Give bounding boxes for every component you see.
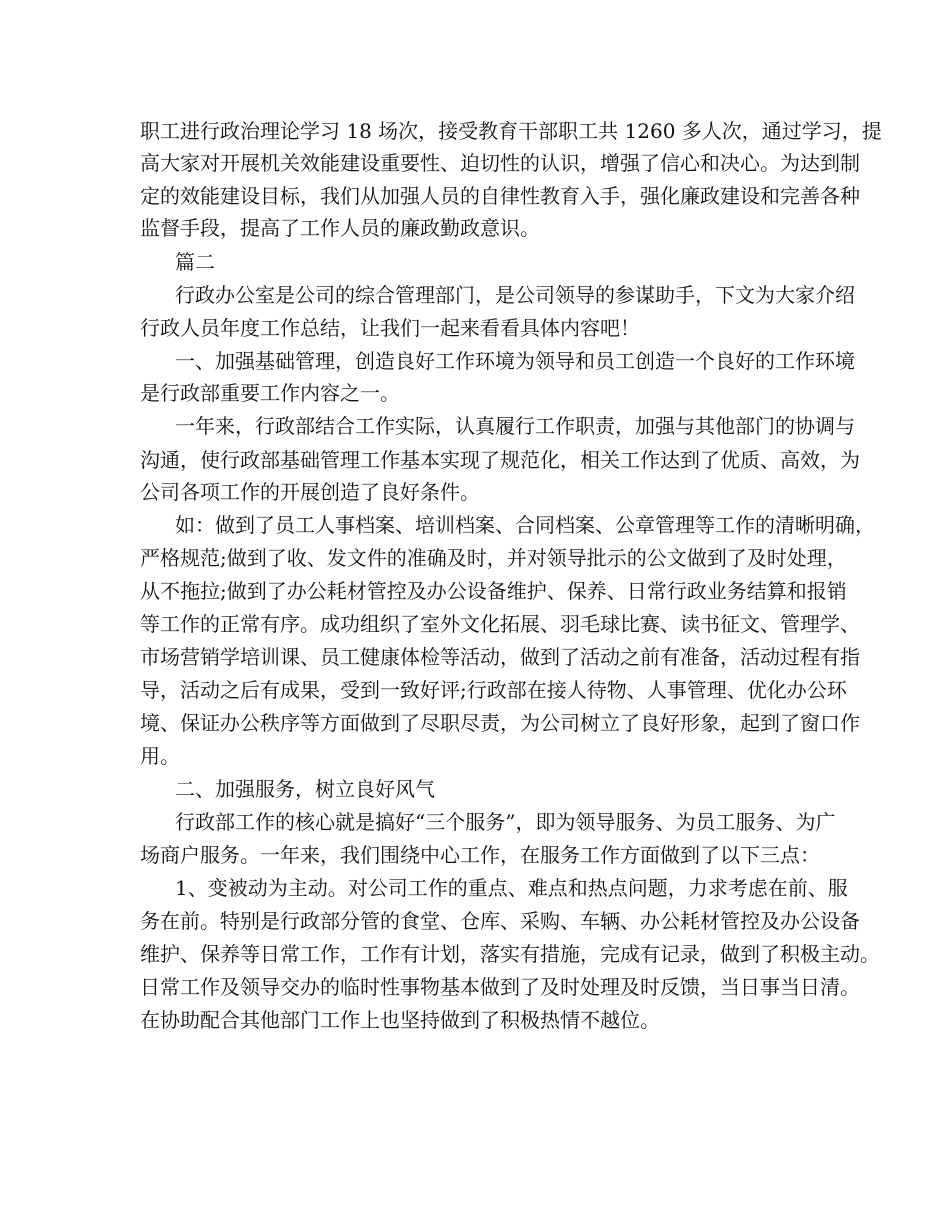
section-heading: 篇二 [175,250,215,274]
body-text-line: 等工作的正常有序。成功组织了室外文化拓展、羽毛球比赛、读书征文、管理学、 [140,612,860,636]
body-text-line: 日常工作及领导交办的临时性事物基本做到了及时处理及时反馈，当日事当日清。 [140,975,860,999]
body-text-line: 公司各项工作的开展创造了良好条件。 [140,480,480,504]
body-text-line: 在协助配合其他部门工作上也坚持做到了积极热情不越位。 [140,1008,660,1032]
body-text-line: 务在前。特别是行政部分管的食堂、仓库、采购、车辆、办公耗材管控及办公设备 [140,909,860,933]
body-text-line: 是行政部重要工作内容之一。 [140,381,400,405]
body-text-line: 定的效能建设目标，我们从加强人员的自律性教育入手，强化廉政建设和完善各种 [140,184,860,208]
body-text-line: 一年来，行政部结合工作实际，认真履行工作职责，加强与其他部门的协调与 [175,414,855,438]
body-text-line: 场商户服务。一年来，我们围绕中心工作，在服务工作方面做到了以下三点： [140,843,820,867]
body-text-line: 维护、保养等日常工作，工作有计划，落实有措施，完成有记录，做到了积极主动。 [140,942,880,966]
body-text-line: 一、加强基础管理，创造良好工作环境为领导和员工创造一个良好的工作环境 [175,349,855,373]
body-text-line: 从不拖拉;做到了办公耗材管控及办公设备维护、保养、日常行政业务结算和报销 [140,579,847,603]
body-text-line: 职工进行政治理论学习 18 场次，接受教育干部职工共 1260 多人次，通过学习，提 [140,119,882,143]
body-text-line: 行政人员年度工作总结，让我们一起来看看具体内容吧！ [140,316,640,340]
body-text-line: 行政办公室是公司的综合管理部门，是公司领导的参谋助手，下文为大家介绍 [175,283,855,307]
section-heading: 二、加强服务，树立良好风气 [175,777,435,801]
body-text-line: 如：做到了员工人事档案、培训档案、合同档案、公章管理等工作的清晰明确， [175,513,875,537]
body-text-line: 高大家对开展机关效能建设重要性、迫切性的认识，增强了信心和决心。为达到制 [140,151,860,175]
body-text-line: 市场营销学培训课、员工健康体检等活动，做到了活动之前有准备，活动过程有指 [140,645,860,669]
body-text-line: 严格规范;做到了收、发文件的准确及时，并对领导批示的公文做到了及时处理， [140,546,847,570]
body-text-line: 1、变被动为主动。对公司工作的重点、难点和热点问题，力求考虑在前、服 [175,876,848,900]
body-text-line: 沟通，使行政部基础管理工作基本实现了规范化，相关工作达到了优质、高效，为 [140,448,860,472]
body-text-line: 用。 [140,744,180,768]
body-text-line: 行政部工作的核心就是搞好“三个服务”，即为领导服务、为员工服务、为广 [175,810,836,834]
body-text-line: 监督手段，提高了工作人员的廉政勤政意识。 [140,216,540,240]
body-text-line: 境、保证办公秩序等方面做到了尽职尽责，为公司树立了良好形象，起到了窗口作 [140,711,860,735]
body-text-line: 导，活动之后有成果，受到一致好评;行政部在接人待物、人事管理、优化办公环 [140,678,847,702]
